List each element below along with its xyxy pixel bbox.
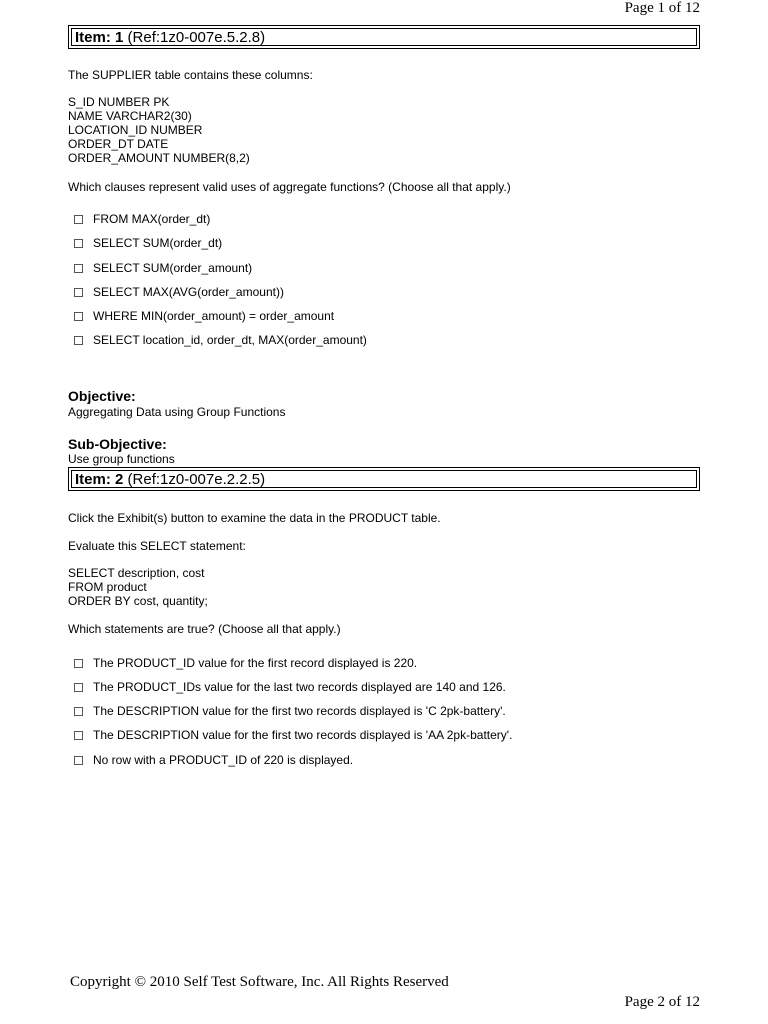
option-label: SELECT MAX(AVG(order_amount)) <box>93 285 284 299</box>
option-label: SELECT location_id, order_dt, MAX(order_amount) <box>93 333 367 347</box>
column-line: S_ID NUMBER PK <box>68 95 170 109</box>
option-label: The DESCRIPTION value for the first two records displayed is 'C 2pk-battery'. <box>93 704 506 718</box>
item-1-option[interactable] <box>74 260 252 276</box>
copyright-notice: Copyright © 2010 Self Test Software, Inc. All Rights Reserved <box>70 974 449 990</box>
checkbox[interactable] <box>74 215 83 224</box>
page-number-bottom: Page 2 of 12 <box>624 994 700 1010</box>
item-2-intro: Click the Exhibit(s) button to examine the data in the PRODUCT table. <box>68 511 441 525</box>
sub-objective-heading: Sub-Objective: <box>68 436 167 452</box>
objective-text: Aggregating Data using Group Functions <box>68 405 286 419</box>
checkbox[interactable] <box>74 707 83 716</box>
checkbox[interactable] <box>74 336 83 345</box>
sub-objective-text: Use group functions <box>68 452 175 466</box>
checkbox[interactable] <box>74 731 83 740</box>
checkbox[interactable] <box>74 312 83 321</box>
item-2-option[interactable] <box>74 655 417 671</box>
option-label: No row with a PRODUCT_ID of 220 is displayed. <box>93 753 354 767</box>
supplier-columns-list <box>68 95 250 165</box>
item-1-option[interactable] <box>74 211 210 227</box>
option-label: The DESCRIPTION value for the first two records displayed is 'AA 2pk-battery'. <box>93 728 513 742</box>
item-1-label: Item: 1 <box>75 29 124 46</box>
item-1-question: Which clauses represent valid uses of aggregate functions? (Choose all that apply.) <box>68 180 511 194</box>
column-line: ORDER_AMOUNT NUMBER(8,2) <box>68 151 250 165</box>
item-2-label: Item: 2 <box>75 471 124 488</box>
item-1-option[interactable] <box>74 332 367 348</box>
sql-line: FROM product <box>68 580 147 594</box>
checkbox[interactable] <box>74 239 83 248</box>
page-number-top: Page 1 of 12 <box>624 0 700 16</box>
option-label: WHERE MIN(order_amount) = order_amount <box>93 309 335 323</box>
item-2-header <box>68 467 700 491</box>
sql-line: SELECT description, cost <box>68 566 205 580</box>
column-line: NAME VARCHAR2(30) <box>68 109 192 123</box>
objective-heading: Objective: <box>68 388 136 404</box>
column-line: ORDER_DT DATE <box>68 137 169 151</box>
option-label: SELECT SUM(order_dt) <box>93 236 223 250</box>
item-2-option[interactable] <box>74 752 353 768</box>
item-2-option[interactable] <box>74 727 512 743</box>
option-label: SELECT SUM(order_amount) <box>93 261 253 275</box>
column-line: LOCATION_ID NUMBER <box>68 123 203 137</box>
item-2-evaluate: Evaluate this SELECT statement: <box>68 539 246 553</box>
option-label: The PRODUCT_ID value for the first record displayed is 220. <box>93 656 418 670</box>
checkbox[interactable] <box>74 264 83 273</box>
item-1-ref: (Ref:1z0-007e.5.2.8) <box>127 29 266 46</box>
item-1-intro: The SUPPLIER table contains these columns: <box>68 68 313 82</box>
sql-statement <box>68 566 208 608</box>
item-2-question: Which statements are true? (Choose all that apply.) <box>68 622 341 636</box>
item-1-header <box>68 25 700 49</box>
checkbox[interactable] <box>74 659 83 668</box>
item-1-option[interactable] <box>74 235 222 251</box>
checkbox[interactable] <box>74 683 83 692</box>
checkbox[interactable] <box>74 288 83 297</box>
option-label: The PRODUCT_IDs value for the last two records displayed are 140 and 126. <box>93 680 506 694</box>
checkbox[interactable] <box>74 756 83 765</box>
item-1-option[interactable] <box>74 308 334 324</box>
item-1-option[interactable] <box>74 284 284 300</box>
sql-line: ORDER BY cost, quantity; <box>68 594 208 608</box>
item-2-ref: (Ref:1z0-007e.2.2.5) <box>127 471 266 488</box>
item-2-option[interactable] <box>74 703 506 719</box>
option-label: FROM MAX(order_dt) <box>93 212 211 226</box>
item-2-option[interactable] <box>74 679 506 695</box>
